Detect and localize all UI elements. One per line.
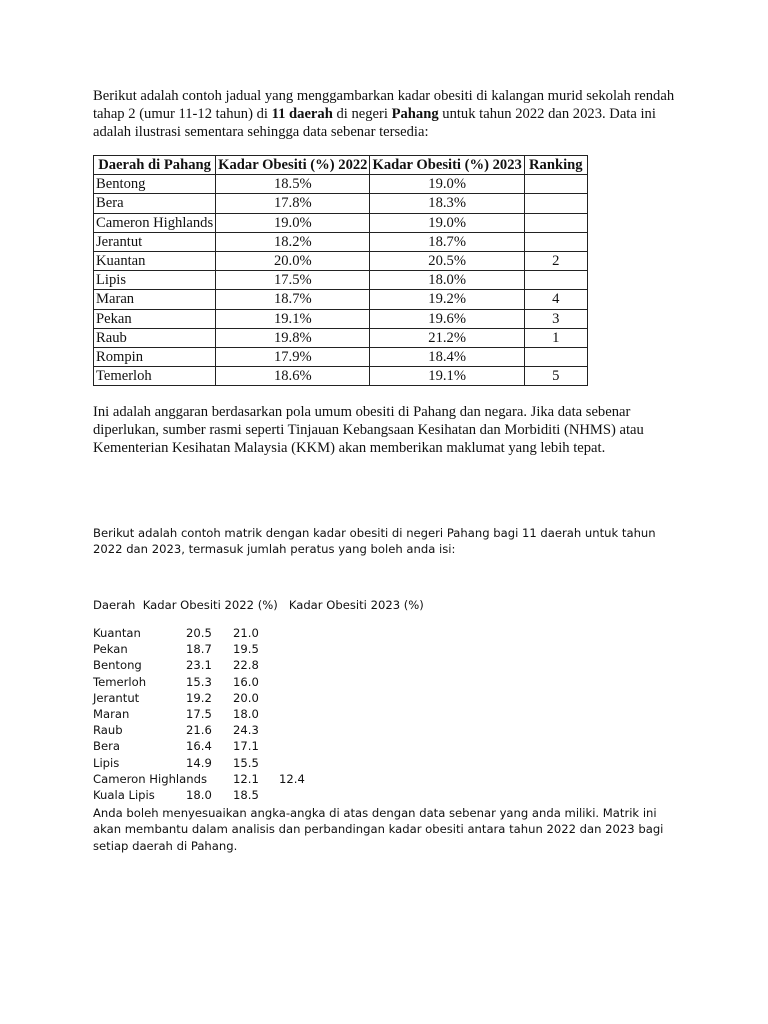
ranking-cell: 4 [524,290,587,309]
ranking-cell [524,175,587,194]
intro-bold-district-count: 11 daerah [271,106,333,122]
rate-2022-cell: 18.5% [216,175,370,194]
district-cell: Raub [94,328,216,347]
ranking-cell [524,213,587,232]
district-cell: Pekan [94,309,216,328]
table-note-paragraph: Ini adalah anggaran berdasarkan pola umum obesiti di Pahang dan negara. Jika data sebenar diperlukan, sumber rasmi seperti Tinjauan Kebangsaan Kesihatan dan Morbiditi (NHMS) atau Kementerian Kesihatan Malaysia (KKM) akan memberikan maklumat yang lebih tepat. [93,404,644,456]
rate-2022-cell: 19.0% [216,213,370,232]
matrix-value-2023: 19.5 [233,642,259,657]
matrix-value-2022: 14.9 [186,755,212,770]
ranking-cell: 3 [524,309,587,328]
matrix-header: Daerah Kadar Obesiti 2022 (%) Kadar Obesiti 2023 (%) [93,598,424,612]
obesity-table [93,155,588,386]
matrix-value-2023: 21.0 [233,626,259,640]
rate-2023-cell: 19.2% [370,290,524,309]
rate-2022-cell: 17.8% [216,194,370,213]
table-row [94,251,588,270]
header-ranking: Ranking [524,156,587,175]
rate-2022-cell: 17.5% [216,271,370,290]
matrix-value-2022: 12.1 [233,771,259,786]
matrix-value-2022: 21.6 [186,723,212,738]
intro-bold-state: Pahang [391,106,439,122]
rate-2022-cell: 18.7% [216,290,370,309]
matrix-value-2023: 22.8 [233,658,259,673]
rate-2023-cell: 21.2% [370,328,524,347]
district-cell: Kuantan [94,251,216,270]
table-row [94,347,588,366]
matrix-value-2023: 12.4 [279,771,305,786]
matrix-value-2022: 20.5 [186,626,212,640]
matrix-district: Jerantut [93,690,140,705]
ranking-cell: 5 [524,367,587,386]
ranking-cell: 1 [524,328,587,347]
table-row [94,232,588,251]
matrix-value-2022: 18.7 [186,642,212,657]
matrix-value-2022: 18.0 [186,787,212,802]
matrix-value-2023: 18.5 [233,787,259,802]
matrix-district: Raub [93,723,123,738]
ranking-cell [524,347,587,366]
matrix-district: Bera [93,739,120,754]
ranking-cell [524,271,587,290]
table-row [94,213,588,232]
ranking-cell [524,194,587,213]
matrix-value-2022: 15.3 [186,674,212,689]
matrix-value-2022: 19.2 [186,690,212,705]
rate-2022-cell: 19.8% [216,328,370,347]
district-cell: Bentong [94,175,216,194]
matrix-district: Maran [93,706,130,721]
district-cell: Cameron Highlands [94,213,216,232]
intro-paragraph [93,87,683,141]
matrix-value-2023: 24.3 [233,723,259,738]
matrix-value-2022: 16.4 [186,739,212,754]
matrix-district: Kuantan [93,626,141,640]
table-row [94,328,588,347]
table-row [94,194,588,213]
matrix-value-2022: 17.5 [186,706,212,721]
rate-2022-cell: 20.0% [216,251,370,270]
district-cell: Jerantut [94,232,216,251]
rate-2023-cell: 18.4% [370,347,524,366]
intro-text: di negeri [332,106,392,122]
ranking-cell: 2 [524,251,587,270]
header-rate-2023: Kadar Obesiti (%) 2023 [370,156,524,175]
district-cell: Lipis [94,271,216,290]
matrix-value-2023: 17.1 [233,739,259,754]
matrix-value-2023: 16.0 [233,674,259,689]
matrix-value-2022: 23.1 [186,658,212,673]
rate-2023-cell: 18.7% [370,232,524,251]
header-district: Daerah di Pahang [94,156,216,175]
table-row [94,271,588,290]
matrix-district: Bentong [93,658,142,673]
rate-2022-cell: 19.1% [216,309,370,328]
header-rate-2022: Kadar Obesiti (%) 2022 [216,156,370,175]
matrix-intro-paragraph: Berikut adalah contoh matrik dengan kadar obesiti di negeri Pahang bagi 11 daerah untuk tahun 2022 dan 2023, termasuk jumlah peratus yang boleh anda isi: [93,526,656,557]
rate-2022-cell: 18.6% [216,367,370,386]
district-cell: Rompin [94,347,216,366]
matrix-value-2023: 20.0 [233,690,259,705]
table-row [94,309,588,328]
ranking-cell [524,232,587,251]
rate-2023-cell: 19.0% [370,213,524,232]
rate-2023-cell: 20.5% [370,251,524,270]
table-row [94,290,588,309]
matrix-district: Cameron Highlands [93,771,207,786]
intro-text: untuk tahun 2022 dan 2023. Data ini adalah ilustrasi sementara sehingga data sebenar tersedia: [93,106,656,140]
district-cell: Maran [94,290,216,309]
intro-text: Berikut adalah contoh jadual yang menggambarkan kadar obesiti di kalangan murid sekolah rendah tahap 2 (umur 11-12 tahun) di [93,88,675,122]
rate-2023-cell: 18.3% [370,194,524,213]
rate-2023-cell: 19.0% [370,175,524,194]
district-cell: Bera [94,194,216,213]
matrix-value-2023: 18.0 [233,706,259,721]
district-cell: Temerloh [94,367,216,386]
rate-2023-cell: 18.0% [370,271,524,290]
matrix-district: Temerloh [93,674,147,689]
rate-2022-cell: 18.2% [216,232,370,251]
matrix-district: Kuala Lipis [93,787,155,802]
matrix-district: Lipis [93,755,120,770]
table-row [94,175,588,194]
table-row [94,367,588,386]
rate-2022-cell: 17.9% [216,347,370,366]
closing-paragraph: Anda boleh menyesuaikan angka-angka di atas dengan data sebenar yang anda miliki. Matrik ini akan membantu dalam analisis dan perbandingan kadar obesiti antara tahun 2022 dan 2023 bagi setiap daerah di Pahang. [93,806,664,853]
table-header-row [94,156,588,175]
matrix-value-2023: 15.5 [233,755,259,770]
rate-2023-cell: 19.1% [370,367,524,386]
matrix-district: Pekan [93,642,128,657]
rate-2023-cell: 19.6% [370,309,524,328]
